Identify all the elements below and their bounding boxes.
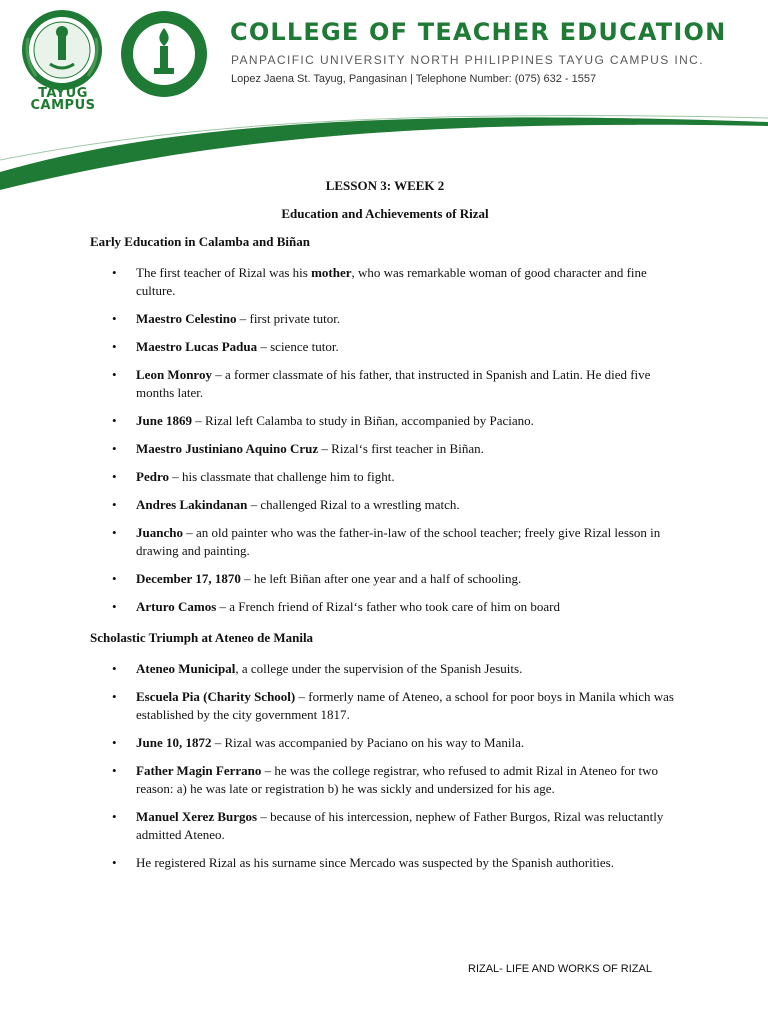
list-item: • Maestro Lucas Padua – science tutor. — [90, 338, 680, 356]
college-title: COLLEGE OF TEACHER EDUCATION — [230, 18, 727, 46]
bullet-list — [90, 660, 680, 872]
college-seal-icon — [120, 10, 208, 98]
list-item: • Pedro – his classmate that challenge him to fight. — [90, 468, 680, 486]
list-item: • Manuel Xerez Burgos – because of his intercession, nephew of Father Burgos, Rizal was reluctantly admitted Ateneo. — [90, 808, 680, 844]
bullet-list — [90, 264, 680, 616]
page-footer: RIZAL- LIFE AND WORKS OF RIZAL — [468, 963, 652, 975]
letterhead — [0, 0, 768, 200]
list-item: • Juancho – an old painter who was the father-in-law of the school teacher; freely give Rizal lesson in drawing and painting. — [90, 524, 680, 560]
list-item: • June 1869 – Rizal left Calamba to study in Biñan, accompanied by Paciano. — [90, 412, 680, 430]
list-item: • Leon Monroy – a former classmate of his father, that instructed in Spanish and Latin. He died five months later. — [90, 366, 680, 402]
university-name: PANPACIFIC UNIVERSITY NORTH PHILIPPINES TAYUG CAMPUS INC. — [231, 53, 704, 67]
list-item: • Maestro Justiniano Aquino Cruz – Rizal‘s first teacher in Biñan. — [90, 440, 680, 458]
section-heading: Early Education in Calamba and Biñan — [90, 234, 310, 249]
list-item: • He registered Rizal as his surname since Mercado was suspected by the Spanish authorities. — [90, 854, 680, 872]
list-item: • June 10, 1872 – Rizal was accompanied by Paciano on his way to Manila. — [90, 734, 680, 752]
section-heading: Scholastic Triumph at Ateneo de Manila — [90, 630, 314, 645]
lesson-title: LESSON 3: WEEK 2 — [325, 178, 445, 193]
campus-logo-text: TAYUG CAMPUS — [30, 86, 96, 113]
document-body — [90, 178, 680, 886]
list-item: • Arturo Camos – a French friend of Rizal‘s father who took care of him on board — [90, 598, 680, 616]
list-item: • Escuela Pia (Charity School) – formerly name of Ateneo, a school for poor boys in Manila which was established by the city government 1817. — [90, 688, 680, 724]
list-item: • Ateneo Municipal, a college under the supervision of the Spanish Jesuits. — [90, 660, 680, 678]
list-item: • Maestro Celestino – first private tutor. — [90, 310, 680, 328]
list-item: • Andres Lakindanan – challenged Rizal to a wrestling match. — [90, 496, 680, 514]
lesson-subtitle: Education and Achievements of Rizal — [281, 206, 489, 221]
list-item: • Father Magin Ferrano – he was the college registrar, who refused to admit Rizal in Ateneo for two reason: a) he was late or registration b) he was sickly and undersized for his age. — [90, 762, 680, 798]
list-item: • The first teacher of Rizal was his mother, who was remarkable woman of good character and fine culture. — [90, 264, 680, 300]
college-address: Lopez Jaena St. Tayug, Pangasinan | Telephone Number: (075) 632 - 1557 — [231, 73, 597, 85]
list-item: • December 17, 1870 – he left Biñan after one year and a half of schooling. — [90, 570, 680, 588]
